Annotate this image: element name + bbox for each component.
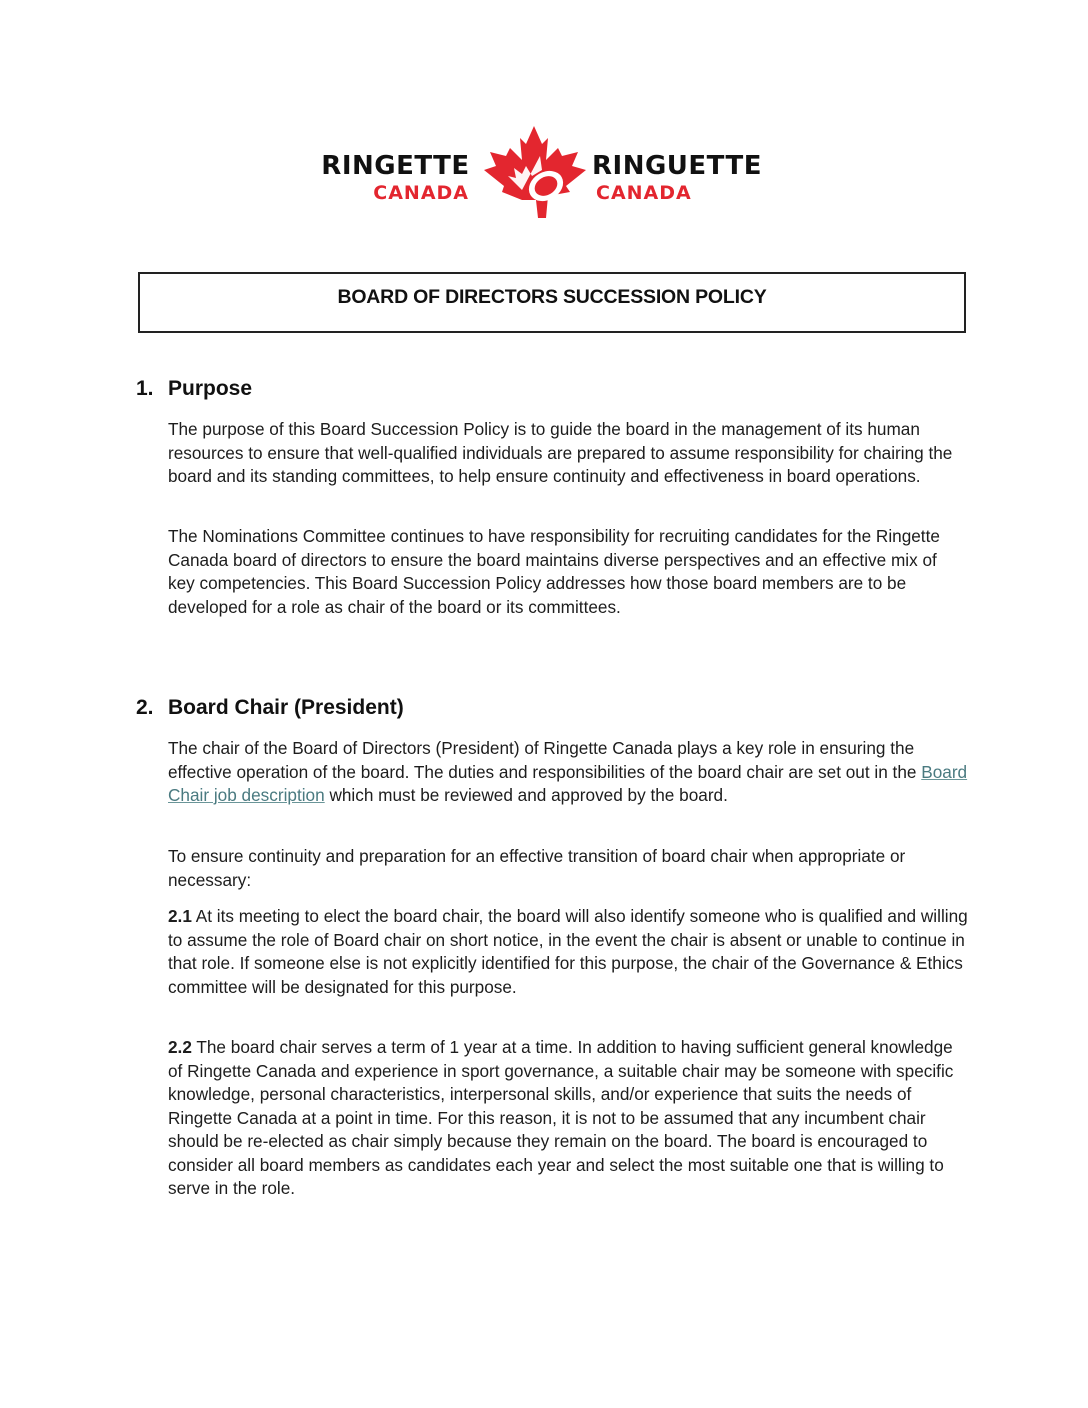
section-number: 1. [136, 377, 154, 400]
subsection-2-2 [168, 1036, 968, 1201]
section-number: 2. [136, 696, 154, 719]
purpose-paragraph-2: The Nominations Committee continues to have responsibility for recruiting candidates for the Ringette Canada board of directors to ensure the board maintains diverse perspectives and an effective mix of key competencies. This Board Succession Policy addresses how those board members are to be developed for a role as chair of the board or its committees. [168, 526, 940, 617]
logo-french-wordmark [592, 152, 772, 204]
board-chair-intro-paragraph [168, 737, 968, 808]
logo-ringette-text: RINGETTE [321, 151, 470, 181]
section-heading-board-chair [136, 696, 404, 720]
logo-canada-fr-text: CANADA [596, 182, 692, 204]
board-chair-job-description-link[interactable]: Board Chair job description [168, 761, 968, 805]
subsection-2-1 [168, 905, 968, 999]
purpose-paragraph-1: The purpose of this Board Succession Policy is to guide the board in the management of its human resources to ensure that well-qualified individuals are prepared to assume responsibility for chairing the board and its standing committees, to help ensure continuity and effectiveness in board operations. [168, 419, 953, 486]
subsection-text: The board chair serves a term of 1 year at a time. In addition to having sufficient general knowledge of Ringette Canada and experience in sport governance, a suitable chair may be someone with specific knowledge, personal characteristics, interpersonal skills, and/or experience that suits the needs of Ringette Canada at a point in time. For this reason, it is not to be assumed that any incumbent chair should be re-elected as chair simply because they remain on the board. The board is encouraged to consider all board members as candidates each year and select the most suitable one that is willing to serve in the role. [168, 1037, 954, 1198]
section-heading-purpose [136, 377, 252, 401]
subsection-text: At its meeting to elect the board chair, the board will also identify someone who is qualified and willing to assume the role of Board chair on short notice, in the event the chair is absent or unable to continue in that role. If someone else is not explicitly identified for this purpose, the chair of the Governance & Ethics committee will be designated for this purpose. [168, 906, 968, 997]
logo-english-wordmark [318, 152, 473, 204]
section-title: Board Chair (President) [168, 696, 404, 719]
document-title: BOARD OF DIRECTORS SUCCESSION POLICY [337, 286, 767, 308]
intro-text-after-link: which must be reviewed and approved by the board. [324, 785, 728, 805]
intro-text-before-link: The chair of the Board of Directors (President) of Ringette Canada plays a key role in ensuring the effective operation of the board. The duties and responsibilities of the board chair are set out in the [168, 738, 922, 782]
continuity-paragraph: To ensure continuity and preparation for an effective transition of board chair when appropriate or necessary: [168, 846, 906, 890]
document-title-box [138, 272, 966, 333]
logo-canada-text: CANADA [373, 182, 469, 204]
subsection-number: 2.2 [168, 1037, 192, 1057]
maple-leaf-ring-icon [482, 126, 586, 218]
organization-logo [318, 126, 770, 220]
logo-ringuette-text: RINGUETTE [592, 151, 762, 181]
section-title: Purpose [168, 377, 253, 400]
subsection-number: 2.1 [168, 906, 192, 926]
